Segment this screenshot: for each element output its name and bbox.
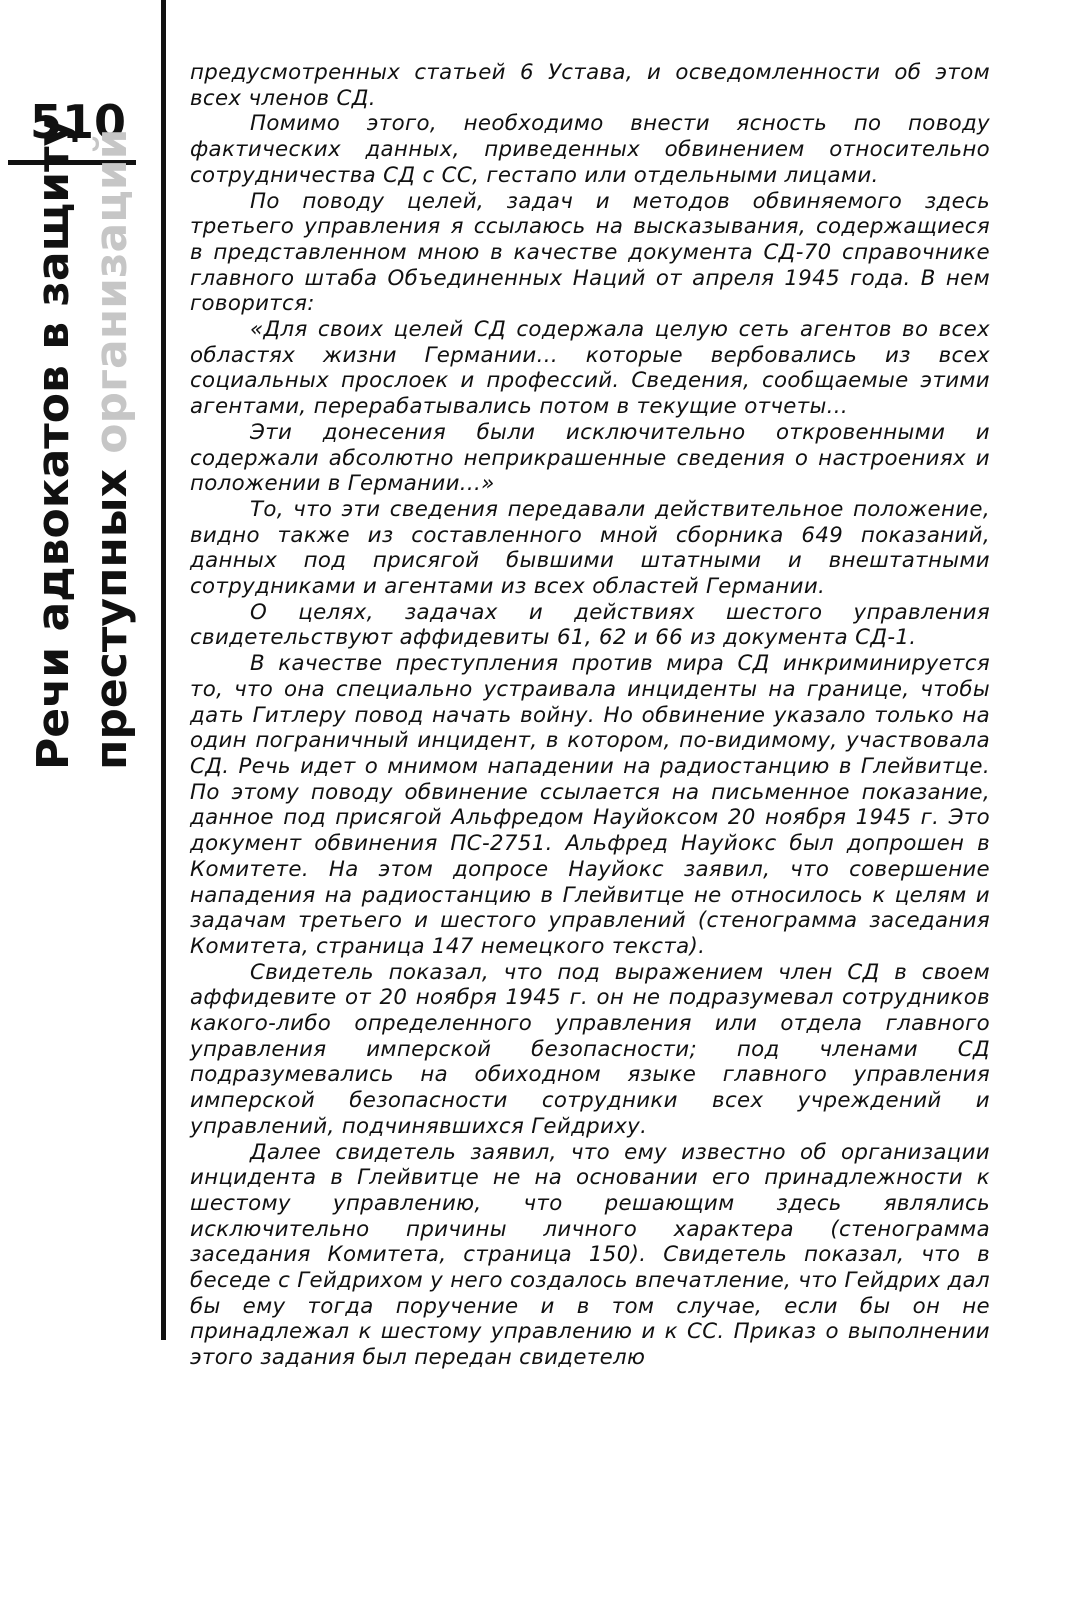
paragraph: Далее свидетель заявил, что ему известно об организации инцидента в Глейвитце не на основании его принадлежности к шестому управлению, что решающим здесь являлись исключительно причины личного характера (стенограмма заседания Комитета, страница 150). Свидетель показал, что в беседе с Гейдрихом у него создалось впечатление, что Гейдрих дал бы ему тогда поручение и в том случае, если бы он не принадлежал к шестому управлению и к СС. Приказ о выполнении этого задания был передан свидетелю bbox=[190, 1139, 990, 1371]
running-title-line2-light: организаций bbox=[86, 128, 137, 454]
paragraph: Помимо этого, необходимо внести ясность по поводу фактических данных, приведенных обвинением относительно сотрудничества СД с СС, гестапо или отдельными лицами. bbox=[190, 111, 990, 188]
page-number: 510 bbox=[29, 95, 127, 149]
paragraph: О целях, задачах и действиях шестого управления свидетельствуют аффидевиты 61, 62 и 66 из документа СД-1. bbox=[190, 599, 990, 651]
paragraph: То, что эти сведения передавали действительное положение, видно также из составленного мной сборника 649 показаний, данных под присягой бывшими штатными и внештатными сотрудниками и агентами из всех областей Германии. bbox=[190, 496, 990, 600]
margin-vertical-rule bbox=[161, 0, 166, 1340]
body-text bbox=[190, 60, 990, 1371]
paragraph: Свидетель показал, что под выражением член СД в своем аффидевите от 20 ноября 1945 г. он не подразумевал сотрудников какого-либо определенного управления или отдела главного управления имперской безопасности; под членами СД подразумевались на обиходном языке главного управления имперской безопасности сотрудники всех учреждений и управлений, подчинявшихся Гейдриху. bbox=[190, 959, 990, 1139]
running-title-line1: Речи адвокатов в защиту bbox=[28, 117, 79, 770]
paragraph: По поводу целей, задач и методов обвиняемого здесь третьего управления я ссылаюсь на высказывания, содержащиеся в представленном мною в качестве документа СД-70 справочнике главного штаба Объединенных Наций от апреля 1945 года. В нем говорится: bbox=[190, 188, 990, 317]
quote-paragraph: «Для своих целей СД содержала целую сеть агентов во всех областях жизни Германии... которые вербовались из всех социальных прослоек и профессий. Сведения, сообщаемые этими агентами, перерабатывались потом в текущие отчеты... bbox=[190, 317, 990, 420]
running-title-line2-dark: преступных bbox=[86, 453, 137, 770]
quote-paragraph: Эти донесения были исключительно откровенными и содержали абсолютно неприкрашенные сведения о настроениях и положении в Германии...» bbox=[190, 419, 990, 497]
running-title-line2 bbox=[88, 129, 136, 770]
paragraph: В качестве преступления против мира СД инкриминируется то, что она специально устраивала инциденты на границе, чтобы дать Гитлеру повод начать войну. Но обвинение указало только на один пограничный инцидент, в котором, по-видимому, участвовала СД. Речь идет о мнимом нападении на радиостанцию в Глейвитце. По этому поводу обвинение ссылается на письменное показание, данное под присягой Альфредом Науйоксом 20 ноября 1945 г. Это документ обвинения ПС-2751. Альфред Науйокс был допрошен в Комитете. На этом допросе Науйокс заявил, что совершение нападения на радиостанцию в Глейвитце не относилось к целям и задачам третьего и шестого управлений (стенограмма заседания Комитета, страница 147 немецкого текста). bbox=[190, 651, 990, 959]
paragraph-continued: предусмотренных статьей 6 Устава, и осведомленности об этом всех членов СД. bbox=[190, 60, 990, 111]
